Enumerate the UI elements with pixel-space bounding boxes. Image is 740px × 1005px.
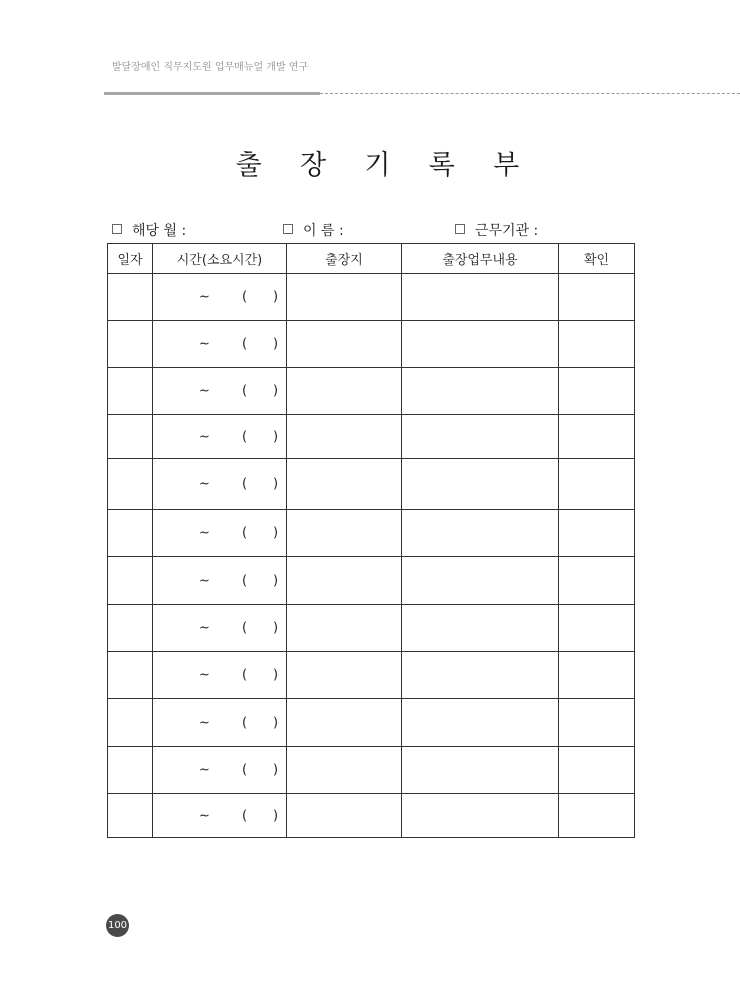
confirm-cell[interactable] bbox=[559, 510, 635, 557]
destination-cell[interactable] bbox=[287, 747, 402, 794]
task-cell[interactable] bbox=[402, 794, 559, 838]
time-tilde: ~ bbox=[199, 476, 210, 492]
duration-open-paren: ( bbox=[242, 620, 248, 636]
time-tilde: ~ bbox=[199, 289, 210, 305]
duration-open-paren: ( bbox=[242, 383, 248, 399]
date-cell[interactable] bbox=[108, 557, 153, 605]
destination-cell[interactable] bbox=[287, 652, 402, 699]
table-row bbox=[108, 699, 635, 747]
time-tilde: ~ bbox=[199, 336, 210, 352]
date-cell[interactable] bbox=[108, 652, 153, 699]
time-tilde: ~ bbox=[199, 525, 210, 541]
duration-open-paren: ( bbox=[242, 476, 248, 492]
time-cell[interactable] bbox=[153, 415, 287, 459]
task-cell[interactable] bbox=[402, 747, 559, 794]
confirm-cell[interactable] bbox=[559, 747, 635, 794]
time-cell[interactable] bbox=[153, 368, 287, 415]
destination-cell[interactable] bbox=[287, 605, 402, 652]
date-cell[interactable] bbox=[108, 415, 153, 459]
table-row bbox=[108, 557, 635, 605]
time-cell-template bbox=[153, 794, 286, 837]
task-cell[interactable] bbox=[402, 652, 559, 699]
org-label: 근무기관 : bbox=[475, 223, 539, 239]
duration-open-paren: ( bbox=[242, 667, 248, 683]
table-row bbox=[108, 652, 635, 699]
time-cell-template bbox=[153, 605, 286, 651]
duration-close-paren: ) bbox=[273, 573, 279, 588]
table-row bbox=[108, 415, 635, 459]
table-row bbox=[108, 510, 635, 557]
date-cell[interactable] bbox=[108, 510, 153, 557]
month-field bbox=[112, 220, 186, 240]
destination-cell[interactable] bbox=[287, 274, 402, 321]
destination-cell[interactable] bbox=[287, 699, 402, 747]
duration-open-paren: ( bbox=[242, 573, 248, 588]
duration-open-paren: ( bbox=[242, 762, 248, 778]
time-cell[interactable] bbox=[153, 274, 287, 321]
confirm-cell[interactable] bbox=[559, 415, 635, 459]
duration-close-paren: ) bbox=[273, 429, 279, 444]
table-row bbox=[108, 605, 635, 652]
time-cell-template bbox=[153, 321, 286, 367]
name-label: 이 름 : bbox=[303, 223, 344, 239]
name-field bbox=[283, 220, 344, 240]
confirm-cell[interactable] bbox=[559, 459, 635, 510]
month-label: 해당 월 : bbox=[132, 223, 187, 239]
time-cell-template bbox=[153, 415, 286, 458]
time-cell-template bbox=[153, 699, 286, 746]
time-cell[interactable] bbox=[153, 652, 287, 699]
destination-cell[interactable] bbox=[287, 321, 402, 368]
confirm-cell[interactable] bbox=[559, 794, 635, 838]
time-cell[interactable] bbox=[153, 699, 287, 747]
task-cell[interactable] bbox=[402, 510, 559, 557]
page-number-badge: 100 bbox=[106, 914, 129, 937]
time-tilde: ~ bbox=[199, 667, 210, 683]
col-header-confirm: 확인 bbox=[559, 244, 635, 274]
col-header-time: 시간(소요시간) bbox=[153, 244, 287, 274]
table-row bbox=[108, 747, 635, 794]
date-cell[interactable] bbox=[108, 459, 153, 510]
confirm-cell[interactable] bbox=[559, 605, 635, 652]
duration-open-paren: ( bbox=[242, 429, 248, 444]
duration-close-paren: ) bbox=[273, 289, 279, 305]
destination-cell[interactable] bbox=[287, 368, 402, 415]
duration-close-paren: ) bbox=[273, 336, 279, 352]
time-cell[interactable] bbox=[153, 321, 287, 368]
header-rule-dashed bbox=[320, 93, 740, 94]
duration-close-paren: ) bbox=[273, 808, 279, 823]
time-tilde: ~ bbox=[199, 429, 210, 444]
duration-open-paren: ( bbox=[242, 336, 248, 352]
date-cell[interactable] bbox=[108, 747, 153, 794]
time-cell[interactable] bbox=[153, 747, 287, 794]
time-tilde: ~ bbox=[199, 383, 210, 399]
confirm-cell[interactable] bbox=[559, 368, 635, 415]
confirm-cell[interactable] bbox=[559, 699, 635, 747]
time-tilde: ~ bbox=[199, 715, 210, 730]
task-cell[interactable] bbox=[402, 321, 559, 368]
confirm-cell[interactable] bbox=[559, 652, 635, 699]
table-row bbox=[108, 459, 635, 510]
checkbox-square-icon bbox=[455, 224, 465, 234]
duration-close-paren: ) bbox=[273, 667, 279, 683]
table-body bbox=[108, 274, 635, 838]
table-row bbox=[108, 368, 635, 415]
date-cell[interactable] bbox=[108, 699, 153, 747]
checkbox-square-icon bbox=[112, 224, 122, 234]
date-cell[interactable] bbox=[108, 321, 153, 368]
duration-close-paren: ) bbox=[273, 476, 279, 492]
table-header-row bbox=[108, 244, 635, 274]
duration-close-paren: ) bbox=[273, 762, 279, 778]
table-row bbox=[108, 794, 635, 838]
duration-open-paren: ( bbox=[242, 289, 248, 305]
date-cell[interactable] bbox=[108, 274, 153, 321]
time-cell-template bbox=[153, 747, 286, 793]
checkbox-square-icon bbox=[283, 224, 293, 234]
table-row bbox=[108, 274, 635, 321]
time-cell-template bbox=[153, 652, 286, 698]
col-header-date: 일자 bbox=[108, 244, 153, 274]
task-cell[interactable] bbox=[402, 274, 559, 321]
time-tilde: ~ bbox=[199, 573, 210, 588]
task-cell[interactable] bbox=[402, 557, 559, 605]
destination-cell[interactable] bbox=[287, 510, 402, 557]
time-tilde: ~ bbox=[199, 808, 210, 823]
header-rule-solid bbox=[104, 92, 320, 95]
destination-cell[interactable] bbox=[287, 459, 402, 510]
time-cell-template bbox=[153, 557, 286, 604]
destination-cell[interactable] bbox=[287, 794, 402, 838]
date-cell[interactable] bbox=[108, 794, 153, 838]
date-cell[interactable] bbox=[108, 605, 153, 652]
time-cell[interactable] bbox=[153, 510, 287, 557]
time-tilde: ~ bbox=[199, 762, 210, 778]
duration-close-paren: ) bbox=[273, 715, 279, 730]
duration-close-paren: ) bbox=[273, 383, 279, 399]
duration-open-paren: ( bbox=[242, 715, 248, 730]
task-cell[interactable] bbox=[402, 459, 559, 510]
task-cell[interactable] bbox=[402, 699, 559, 747]
time-cell[interactable] bbox=[153, 557, 287, 605]
task-cell[interactable] bbox=[402, 415, 559, 459]
document-title: 출 장 기 록 부 bbox=[235, 150, 535, 181]
time-cell[interactable] bbox=[153, 459, 287, 510]
time-cell-template bbox=[153, 368, 286, 414]
trip-log-table bbox=[107, 243, 635, 838]
col-header-task: 출장업무내용 bbox=[402, 244, 559, 274]
time-cell-template bbox=[153, 459, 286, 509]
destination-cell[interactable] bbox=[287, 557, 402, 605]
time-cell-template bbox=[153, 274, 286, 320]
duration-close-paren: ) bbox=[273, 525, 279, 541]
duration-open-paren: ( bbox=[242, 808, 248, 823]
time-cell[interactable] bbox=[153, 605, 287, 652]
duration-close-paren: ) bbox=[273, 620, 279, 636]
task-cell[interactable] bbox=[402, 605, 559, 652]
time-cell[interactable] bbox=[153, 794, 287, 838]
duration-open-paren: ( bbox=[242, 525, 248, 541]
confirm-cell[interactable] bbox=[559, 321, 635, 368]
date-cell[interactable] bbox=[108, 368, 153, 415]
destination-cell[interactable] bbox=[287, 415, 402, 459]
table-row bbox=[108, 321, 635, 368]
running-header: 발달장애인 직무지도원 업무매뉴얼 개발 연구 bbox=[111, 62, 309, 73]
time-cell-template bbox=[153, 510, 286, 556]
time-tilde: ~ bbox=[199, 620, 210, 636]
confirm-cell[interactable] bbox=[559, 274, 635, 321]
col-header-destination: 출장지 bbox=[287, 244, 402, 274]
task-cell[interactable] bbox=[402, 368, 559, 415]
org-field bbox=[455, 220, 538, 240]
confirm-cell[interactable] bbox=[559, 557, 635, 605]
